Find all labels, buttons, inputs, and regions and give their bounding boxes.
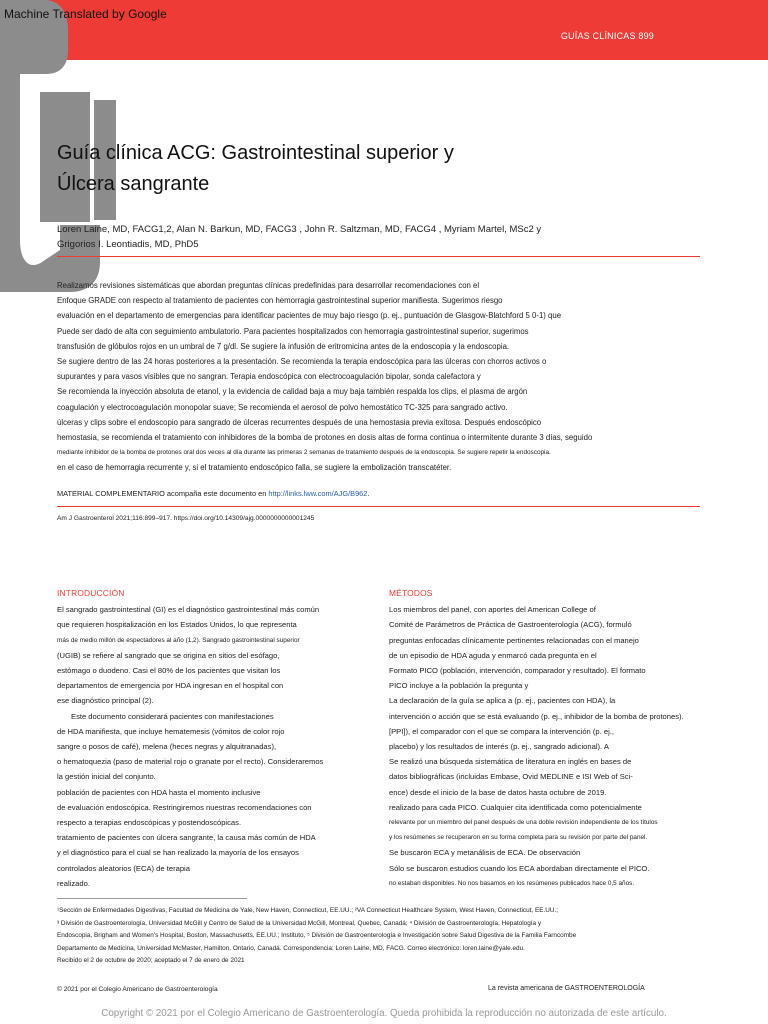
body-line: población de pacientes con HDA hasta el momento inclusive — [57, 787, 261, 797]
author-line: Loren Laine, MD, FACG1,2, Alan N. Barkun, MD, FACG3 , John R. Saltzman, MD, FACG4 , Myriam Martel, MSc2 y — [57, 224, 542, 235]
body-line: Sólo se buscaron estudios cuando los ECA abordaban directamente el PICO. — [389, 863, 650, 873]
introduction-column — [57, 586, 387, 891]
body-line: más de medio millón de espectadores al año (1,2). Sangrado gastrointestinal superior — [57, 636, 300, 644]
body-line: tratamiento de pacientes con úlcera sangrante, la causa más común de HDA — [57, 833, 316, 843]
abstract-line: Realizamos revisiones sistemáticas que abordan preguntas clínicas predefinidas para desarrollar recomendaciones con el — [57, 281, 480, 290]
body-line: El sangrado gastrointestinal (GI) es el diagnóstico gastrointestinal más común — [57, 605, 320, 615]
footnote-divider — [57, 898, 247, 899]
abstract-line: hemostasia, se recomienda el tratamiento con inhibidores de la bomba de protones en dosis altas de forma continua o intermitente durante 3 días, seguido — [57, 433, 593, 443]
title-line: Úlcera sangrante — [57, 173, 210, 195]
abstract-line: mediante inhibidor de la bomba de protones oral dos veces al día durante las primeras 2 semanas de tratamiento después de la endoscopia. Se sugiere repetir la endoscopia. — [57, 449, 551, 457]
body-line: relevante por un miembro del panel después de una doble revisión independiente de los títulos — [389, 819, 658, 827]
body-line: la gestión inicial del conjunto. — [57, 772, 156, 782]
footnote-line: ¹Sección de Enfermedades Digestivas, Facultad de Medicina de Yale, New Haven, Connecticut, EE.UU.; ²VA Connecticut Healthcare System, West Haven, Connecticut, EE.UU.; — [57, 907, 559, 914]
body-line: departamentos de emergencia por HDA ingresan en el hospital con — [57, 681, 284, 691]
body-line: Este documento considerará pacientes con manifestaciones — [71, 711, 274, 721]
body-line: controlados aleatorios (ECA) de terapia — [57, 863, 190, 873]
body-line: Se buscaron ECA y metanálisis de ECA. De observación — [389, 848, 581, 858]
body-line: [PPI]), el comparador con el que se compara la intervención (p. ej., — [389, 726, 614, 736]
abstract-divider — [57, 506, 700, 507]
section-heading-introduction: INTRODUCCIÓN — [57, 588, 125, 598]
footnote-line: ³ División de Gastroenterología, Universidad McGill y Centro de Salud de la Universidad McGill, Montreal, Quebec, Canadá; ⁴ División de Gastroenterología, Hepatología y — [57, 919, 542, 927]
body-line: o hematoquezia (paso de material rojo o granate por el recto). Consideraremos — [57, 757, 324, 767]
title-divider — [57, 256, 700, 257]
body-line: realizado. — [57, 878, 90, 888]
section-heading-methods: MÉTODOS — [389, 588, 433, 598]
body-line: PICO incluye a la población la pregunta y — [389, 681, 529, 691]
machine-translated-label: Machine Translated by Google — [4, 7, 167, 21]
article-title — [57, 138, 454, 200]
citation: Am J Gastroenterol 2021;116:899–917. https://doi.org/10.14309/ajg.0000000000001245 — [57, 515, 315, 522]
body-line: y el diagnóstico para el cual se han realizado la mayoría de los ensayos — [57, 848, 299, 858]
footnotes — [57, 905, 707, 968]
body-line: Se realizó una búsqueda sistemática de literatura en inglés en bases de — [389, 757, 632, 767]
abstract-line: Se sugiere dentro de las 24 horas posteriores a la presentación. Se recomienda la terapia endoscópica para las úlceras con chorros activos o — [57, 357, 547, 367]
body-line: que requieren hospitalización en los Estados Unidos, lo que representa — [57, 620, 297, 630]
author-list — [57, 222, 677, 252]
body-line: intervención o acción que se está evaluando (p. ej., inhibidor de la bomba de protones). — [389, 711, 684, 721]
body-line: realizado para cada PICO. Cualquier cita identificada como potencialmente — [389, 802, 642, 812]
supplementary-link[interactable]: http://links.lww.com/AJG/B962 — [268, 489, 368, 498]
body-line: ese diagnóstico principal (2). — [57, 696, 154, 706]
footnote-line: Endoscopia, Brigham and Women's Hospital, Boston, Massachusetts, EE.UU.; Instituto, ⁵ División de Gastroenterología e Investigación sobre Salud Digestiva de la Familia Farncombe — [57, 932, 577, 939]
body-line: (UGIB) se refiere al sangrado que se origina en sitios del esófago, — [57, 650, 280, 660]
body-line: de un episodio de HDA aguda y enmarcó cada pregunta en el — [389, 650, 597, 660]
supplementary-text: MATERIAL COMPLEMENTARIO acompaña este documento en — [57, 489, 267, 498]
body-line: estómago o duodeno. Casi el 80% de los pacientes que visitan los — [57, 666, 281, 676]
abstract — [57, 278, 705, 476]
body-line: sangre o posos de café), melena (heces negras y alquitranadas), — [57, 742, 277, 752]
abstract-line: úlceras y clips sobre el endoscopio para sangrado de úlceras recurrentes después de una hemostasia previa exitosa. Después endoscópico — [57, 417, 542, 427]
body-line: respecto a terapias endoscópicas y postendoscópicas. — [57, 818, 242, 828]
body-line: La declaración de la guía se aplica a (p. ej., pacientes con HDA), la — [389, 696, 616, 706]
body-line: Comité de Parámetros de Práctica de Gastroenterología (ACG), formuló — [389, 620, 632, 630]
body-line: de evaluación endoscópica. Restringiremos nuestras recomendaciones con — [57, 802, 312, 812]
body-line: ence) desde el inicio de la base de datos hasta octubre de 2019. — [389, 787, 607, 797]
body-line: Formato PICO (población, intervención, comparador y resultado). El formato — [389, 666, 646, 676]
author-line: Grigorios I. Leontiadis, MD, PhD5 — [57, 239, 199, 250]
footnote-line: Departamento de Medicina, Universidad McMaster, Hamilton, Ontario, Canadá. Correspondencia: Loren Laine, MD, FACG. Correo electrónico: loren.laine@yale.edu. — [57, 944, 525, 952]
body-line: Los miembros del panel, con aportes del American College of — [389, 605, 596, 615]
footnote-line: Recibido el 2 de octubre de 2020; aceptado el 7 de enero de 2021 — [57, 957, 245, 964]
supplementary-note: MATERIAL COMPLEMENTARIO acompaña este documento en http://links.lww.com/AJG/B962. — [57, 489, 370, 498]
body-line: placebo) y los resultados de interés (p. ej., sangrado adicional). A — [389, 742, 609, 752]
body-line: datos bibliográficas (incluidas Embase, Ovid MEDLINE e ISI Web of Sci- — [389, 772, 633, 782]
abstract-line: coagulación y electrocoagulación monopolar suave; Se recomienda el aerosol de polvo hemostático TC-325 para sangrado activo. — [57, 402, 508, 412]
body-line: y los resúmenes se recuperaron en su forma completa para su revisión por parte del panel. — [389, 834, 648, 842]
body-line: de HDA manifiesta, que incluye hematemesis (vómitos de color rojo — [57, 726, 285, 736]
abstract-line: evaluación en el departamento de emergencias para identificar pacientes de muy bajo riesgo (p. ej., puntuación de Glasgow-Blatchford 5 0-1) que — [57, 311, 562, 321]
abstract-line: en el caso de hemorragia recurrente y, si el tratamiento endoscópico falla, se sugiere la embolización transcatéter. — [57, 463, 452, 473]
abstract-line: supurantes y para vasos visibles que no sangran. Terapia endoscópica con electrocoagulación bipolar, sonda calefactora y — [57, 372, 481, 382]
abstract-line: Enfoque GRADE con respecto al tratamiento de pacientes con hemorragia gastrointestinal superior manifiesta. Sugerimos riesgo — [57, 296, 503, 306]
copyright-line: © 2021 por el Colegio Americano de Gastroenterología — [57, 986, 218, 993]
journal-name: La revista americana de GASTROENTEROLOGÍA — [488, 985, 645, 992]
abstract-line: Puede ser dado de alta con seguimiento ambulatorio. Para pacientes hospitalizados con hemorragia gastrointestinal superior, sugerimos — [57, 326, 529, 336]
methods-column — [389, 586, 739, 891]
abstract-line: transfusión de glóbulos rojos en un umbral de 7 g/dl. Se sugiere la infusión de eritromicina antes de la endoscopia y la endoscopia. — [57, 341, 510, 351]
reproduction-notice: Copyright © 2021 por el Colegio Americano de Gastroenterología. Queda prohibida la reproducción no autorizada de este artículo. — [101, 1008, 667, 1019]
title-line: Guía clínica ACG: Gastrointestinal superior y — [57, 142, 454, 164]
series-label: GUÍAS CLÍNICAS 899 — [560, 31, 654, 41]
abstract-line: Se recomienda la inyección absoluta de etanol, y la evidencia de calidad baja a muy baja también respalda los clips, el plasma de argón — [57, 387, 528, 397]
body-line: preguntas enfocadas clínicamente pertinentes relacionadas con el manejo — [389, 635, 639, 645]
body-line: no estaban disponibles. No nos basamos en los resúmenes publicados hace 0,5 años. — [389, 879, 635, 887]
